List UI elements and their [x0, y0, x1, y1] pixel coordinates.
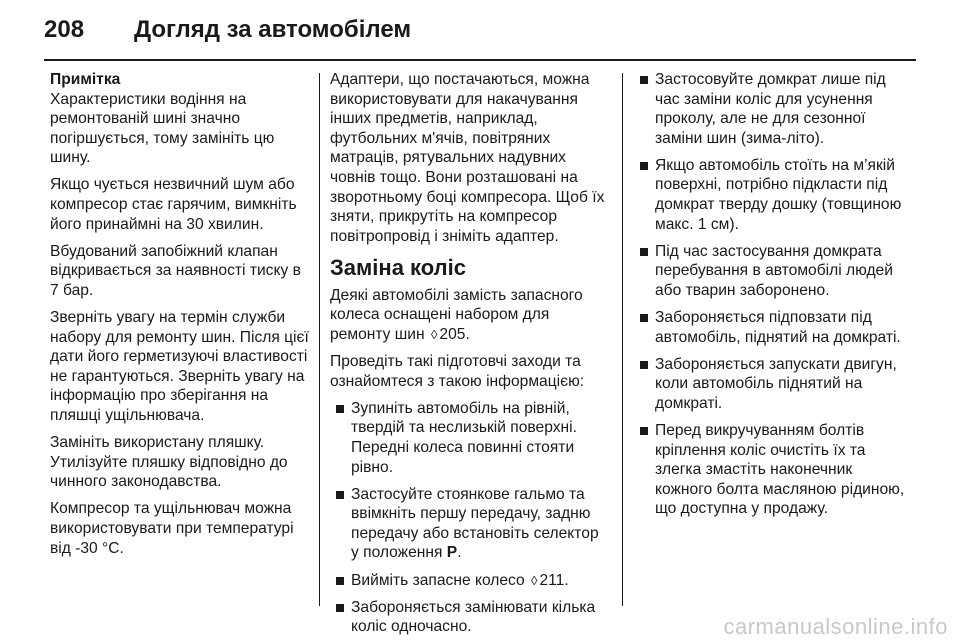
gear-position-label: P: [446, 544, 458, 562]
column-divider-2: [622, 73, 623, 606]
list-item: Застосовуйте домкрат лише під час заміни коліс для усунення проколу, але не для сезонної заміни шин (зима-літо).: [637, 70, 909, 148]
page-ref-link[interactable]: 211.: [539, 571, 569, 589]
paragraph: Замініть використану пляшку. Утилізуйте пляшку відповідно до чинного законодавства.: [50, 434, 288, 491]
page-ref-link[interactable]: 205.: [439, 326, 470, 344]
watermark: carmanualsonline.info: [723, 614, 948, 639]
list-item: Забороняється підповзати під автомобіль, піднятий на домкраті.: [637, 308, 909, 347]
list-item-end: .: [457, 544, 462, 562]
paragraph: Компресор та ущільнювач можна використовувати при температурі від -30 °C.: [50, 500, 294, 557]
bullet-list: [333, 399, 606, 637]
header-rule: [44, 59, 916, 61]
arrow-ref-icon: ◊: [430, 327, 438, 343]
note-title: Примітка: [50, 71, 121, 88]
paragraph: Зверніть увагу на термін служби набору для ремонту шин. Після цієї дати його герметизуючі властивості не гарантуються. Зверніть увагу на інформацію про зберігання на пляшці ущільнювача.: [50, 309, 309, 424]
list-item: Якщо автомобіль стоїть на м’якій поверхні, потрібно підкласти під домкрат тверду дошку (товщиною макс. 1 см).: [637, 156, 909, 234]
list-item: Забороняється запускати двигун, коли автомобіль піднятий на домкраті.: [637, 355, 909, 414]
column-1: [50, 70, 312, 566]
page-number: 208: [44, 16, 85, 43]
paragraph-text: Деякі автомобілі замість запасного колеса оснащені набором для ремонту шин: [330, 286, 583, 344]
column-divider-1: [319, 73, 320, 606]
section-heading: Заміна коліс: [330, 254, 466, 280]
note-text: Характеристики водіння на ремонтованій шині значно погіршується, тому замініть цю шину.: [50, 90, 275, 167]
column-2: [330, 70, 606, 644]
list-item-text: Вийміть запасне колесо: [351, 571, 525, 589]
paragraph: Якщо чується незвичний шум або компресор стає гарячим, вимкніть його принаймні на 30 хвилин.: [50, 176, 297, 233]
paragraph: Проведіть такі підготовчі заходи та ознайомтеся з такою інформацією:: [330, 353, 585, 390]
page-header: [44, 10, 411, 50]
list-item: [333, 485, 606, 563]
list-item: Зупиніть автомобіль на рівній, твердій та неслизькій поверхні. Передні колеса повинні стояти рівно.: [333, 399, 606, 477]
paragraph: Адаптери, що постачаються, можна використовувати для накачування інших предметів, наприклад, футбольних м'ячів, повітряних матраців, рятувальних надувних човнів тощо. Вони розташовані на зворотньому боці компресора. Щоб їх зняти, прикрутіть на компресор повітропровід і зніміть адаптер.: [330, 71, 605, 245]
page-title: Догляд за автомобілем: [134, 16, 412, 43]
arrow-ref-icon: ◊: [531, 572, 538, 588]
paragraph-with-ref: [330, 286, 606, 345]
list-item: [333, 571, 606, 591]
list-item: Під час застосування домкрата перебування в автомобілі людей або тварин заборонено.: [637, 242, 909, 301]
paragraph: Вбудований запобіжний клапан відкривається за наявності тиску в 7 бар.: [50, 242, 301, 299]
list-item: Перед викручуванням болтів кріплення коліс очистіть їх та злегка змастіть наконечник кожного болта масляною рідиною, що доступна у продажу.: [637, 421, 909, 519]
list-item-text: Застосуйте стоянкове гальмо та ввімкніть першу передачу, задню передачу або встановіть селектор у положення: [351, 485, 599, 562]
list-item: Забороняється замінювати кілька коліс одночасно.: [333, 598, 606, 637]
column-3: [637, 70, 909, 526]
bullet-list: [637, 70, 909, 519]
